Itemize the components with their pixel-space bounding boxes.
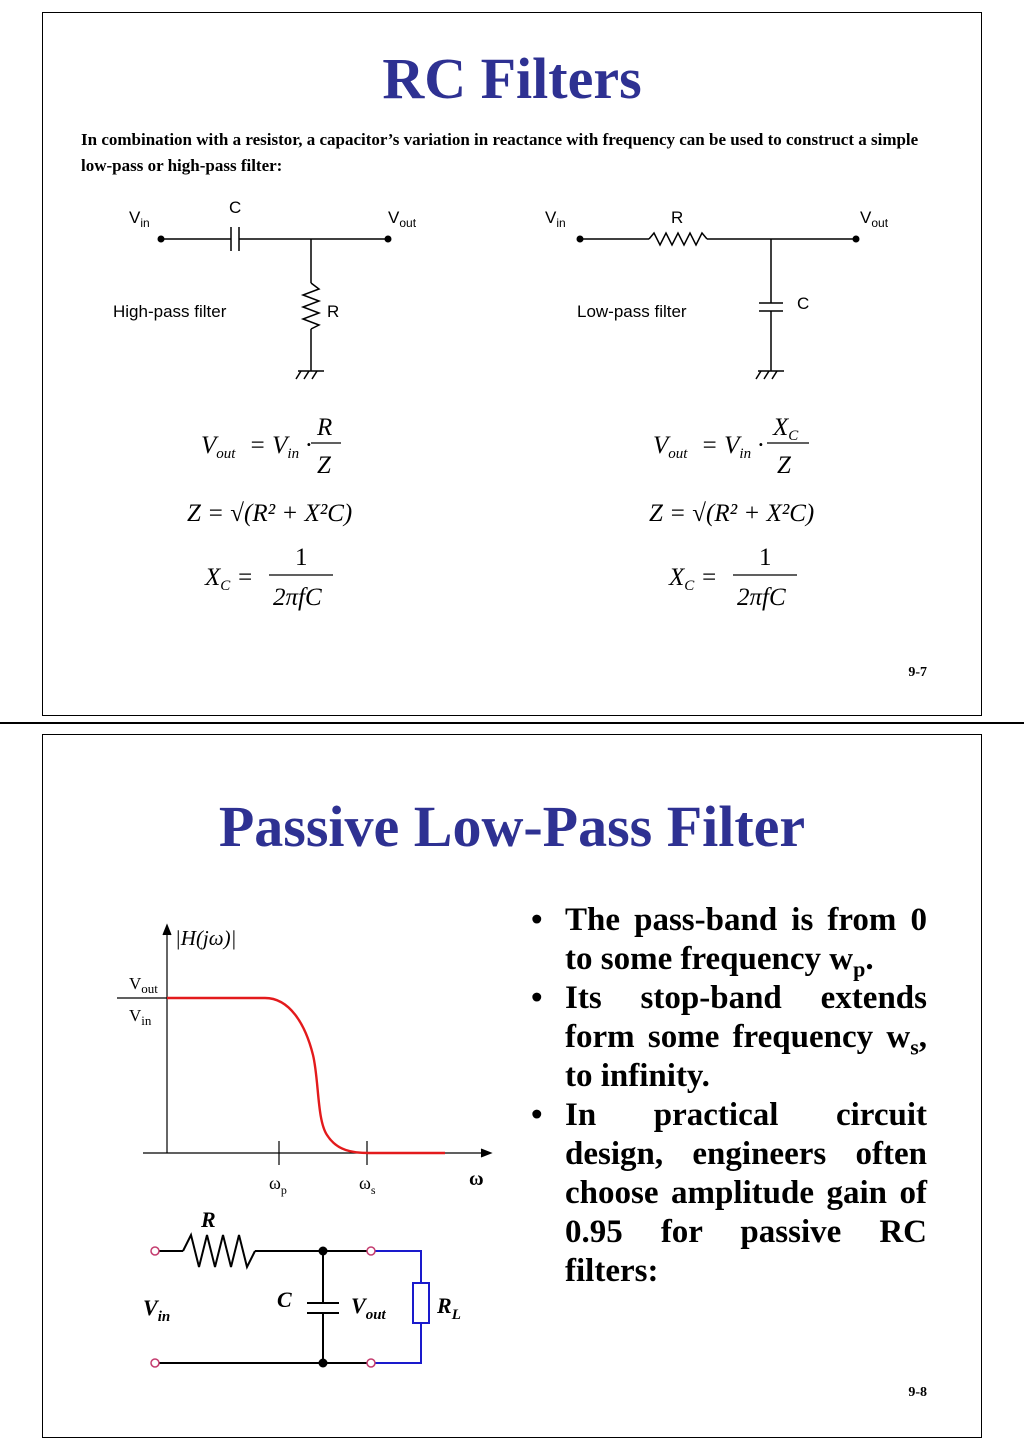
junction-top [319,1247,328,1256]
slide-title: RC Filters [382,46,642,111]
hp-eq3-den: 2πfC [273,584,322,611]
lp-eq3-num: 1 [759,544,772,571]
page-number: 9-8 [908,1385,927,1400]
rc-filters-diagram [43,193,981,813]
graph-axes [117,925,491,1165]
slide-rc-filters [42,12,982,716]
lp-eq1-num: $X_C$ [773,414,799,444]
hp-vin-terminal [158,236,165,243]
hp-equations [187,414,352,611]
circuit-vin-label: $V_{in}$ [143,1295,171,1325]
hp-eq2: Z = √(R² + X²C) [187,500,353,527]
slide-passive-low-pass [42,734,982,1438]
page-separator [0,722,1024,724]
omega-s-label: $\omega_s$ [359,1173,376,1197]
lp-eq1-mid: = $V_{in}$ · [701,432,764,462]
rc-load-circuit [159,1235,367,1363]
lp-vout-terminal [853,236,860,243]
lp-eq3-den: 2πfC [737,584,786,611]
circuit-load-label: $R_L$ [437,1293,461,1323]
low-pass-label: Low-pass filter [577,302,687,321]
lp-capacitor-label: C [797,294,810,313]
bullet-item: • Its stop-band extends form some frequency $w_s$, to infinity. [531,979,927,1096]
hp-vout-label: $V_{out}$ [388,208,417,230]
lp-vout-label: $V_{out}$ [860,208,889,230]
lp-eq1-den: Z [777,452,791,479]
high-pass-label: High-pass filter [113,302,227,321]
page-number: 9-7 [908,665,927,680]
lp-eq1-lhs: $V_{out}$ [653,432,688,462]
lp-vin-label: $V_{in}$ [545,208,566,230]
low-pass-response-diagram [43,905,513,1425]
circuit-resistor-label: R [201,1207,216,1232]
hp-eq1-mid: = $V_{in}$ · [249,432,312,462]
lp-eq3-lhs: $X_C$ = [669,564,718,594]
hp-eq3-num: 1 [295,544,308,571]
hp-vout-terminal [385,236,392,243]
vout-terminal-bottom [367,1359,375,1367]
vin-terminal-bottom [151,1359,159,1367]
hp-capacitor-label: C [229,198,242,217]
magnitude-curve [167,998,445,1153]
junction-bottom [319,1359,328,1368]
lp-eq2: Z = √(R² + X²C) [649,500,815,527]
hp-eq1-num: R [317,414,333,441]
intro-paragraph: In combination with a resistor, a capacitor’s variation in reactance with frequency can be used to construct a simple low-pass or high-pass filter: [81,130,919,175]
circuit-vout-label: $V_{out}$ [351,1293,386,1323]
vout-terminal-top [367,1247,375,1255]
gain-numerator: $V_{out}$ [129,974,158,996]
omega-p-label: $\omega_p$ [269,1173,287,1197]
slide-title: Passive Low-Pass Filter [218,794,806,859]
lp-equations [649,414,814,611]
hp-eq1-lhs: $V_{out}$ [201,432,236,462]
bullet-item: • The pass-band is from 0 to some frequency $w_p$. [531,901,927,979]
circuit-capacitor-label: C [277,1287,292,1312]
hp-resistor-label: R [327,302,340,321]
bullet-item: • In practical circuit design, engineers often choose amplitude gain of 0.95 for passive RC filters: [531,1096,927,1291]
bullet-list [531,901,927,1291]
lp-vin-terminal [577,236,584,243]
vin-terminal-top [151,1247,159,1255]
x-axis-label: ω [469,1168,484,1190]
y-axis-label: |H(jω)| [175,926,237,950]
gain-denominator: $V_{in}$ [129,1006,152,1028]
lp-resistor-label: R [671,208,684,227]
hp-eq3-lhs: $X_C$ = [205,564,254,594]
hp-vin-label: $V_{in}$ [129,208,150,230]
hp-eq1-den: Z [317,452,331,479]
